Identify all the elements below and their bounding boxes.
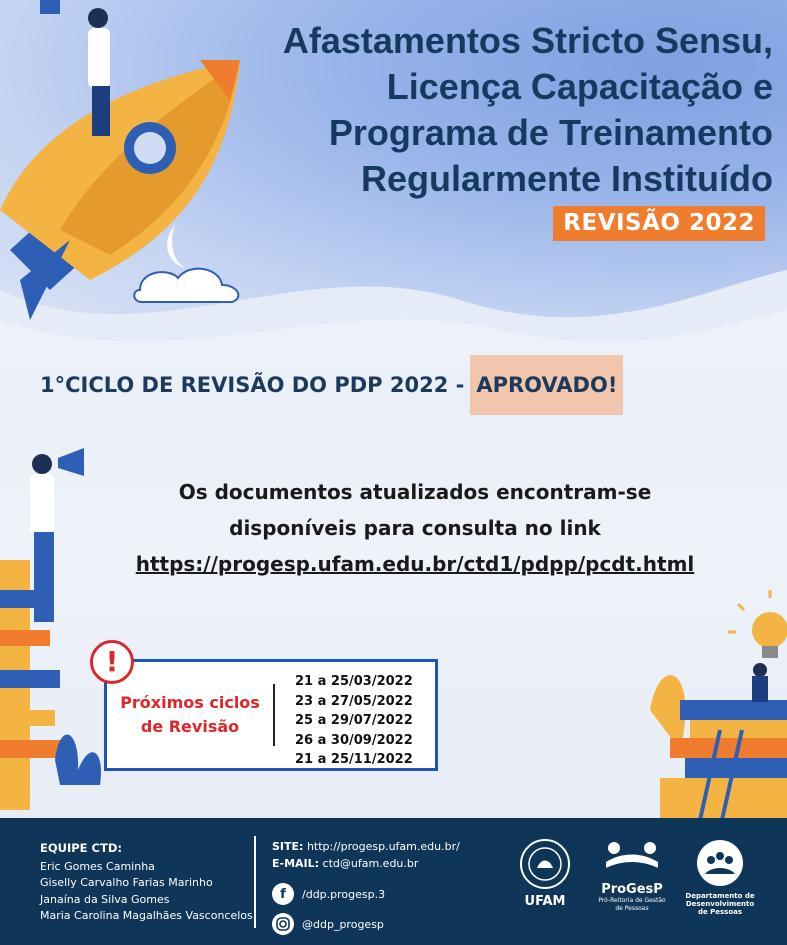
cycle-date: 21 a 25/11/2022 [295,752,413,767]
title-line: Programa de Treinamento [328,112,773,153]
facebook-row[interactable] [272,882,385,906]
team-label: EQUIPE CTD: [40,841,122,855]
next-cycles-label-line-2: de Revisão [140,717,240,736]
ufam-seal-icon [519,838,571,890]
cycle-date: 25 a 29/07/2022 [295,713,413,728]
facebook-icon: f [272,883,294,905]
title-line: Licença Capacitação e [386,66,773,107]
next-cycles-label [107,684,275,746]
next-cycles-dates [275,662,435,768]
progesp-subtitle: Pró-Reitoria de Gestão de Pessoas [598,897,666,912]
revisao-badge: REVISÃO 2022 [553,206,765,241]
team-member: Maria Carolina Magalhães Vasconcelos [40,909,253,922]
title-line: Afastamentos Stricto Sensu, [282,20,773,61]
progesp-mark-icon [602,838,662,878]
contact-block [272,838,460,872]
site-link[interactable]: http://progesp.ufam.edu.br/ [306,840,460,853]
alert-icon: ! [90,640,134,684]
team-member: Giselly Carvalho Farias Marinho [40,876,213,889]
lightbulb-person-illustration [640,590,787,820]
page-title [213,18,773,202]
cycle-heading-text: 1°CICLO DE REVISÃO DO PDP 2022 - [40,373,465,397]
team-member: Eric Gomes Caminha [40,859,155,873]
email-label: E-MAIL: [272,857,320,870]
ddp-line-2: Desenvolvimento [685,900,755,908]
cycle-date: 21 a 25/03/2022 [295,674,413,689]
footer-divider [254,836,256,928]
ufam-logo [510,838,580,909]
cycle-date: 23 a 27/05/2022 [295,693,413,709]
body-text [70,474,760,582]
social-block [272,882,385,942]
ddp-line-1: Departamento de [685,892,755,900]
next-cycles-box [104,659,438,771]
body-line-1: Os documentos atualizados encontram-se [178,480,652,504]
progesp-logo [596,838,668,913]
team-block [40,840,253,925]
footer [0,818,787,945]
site-label: SITE: [272,840,304,853]
documents-link[interactable]: https://progesp.ufam.edu.br/ctd1/pdpp/pcdt.html [135,552,695,576]
ufam-name: UFAM [524,894,566,909]
body-line-2: disponíveis para consulta no link [229,516,601,540]
instagram-row[interactable] [272,912,385,936]
approved-highlight: APROVADO! [470,355,623,415]
title-line: Regularmente Instituído [360,158,773,199]
instagram-icon [272,913,294,935]
ddp-logo [680,838,760,916]
ddp-people-icon [695,838,745,888]
cycle-date: 26 a 30/09/2022 [295,732,413,748]
ddp-line-3: de Pessoas [697,908,743,916]
team-member: Janaína da Silva Gomes [40,892,170,906]
progesp-name: ProGesP [601,882,663,897]
cycle-heading [40,352,623,418]
next-cycles-label-line-1: Próximos ciclos [120,693,260,712]
email-link[interactable]: ctd@ufam.edu.br [322,857,419,870]
facebook-handle: /ddp.progesp.3 [302,887,386,901]
instagram-handle: @ddp_progesp [302,917,384,931]
